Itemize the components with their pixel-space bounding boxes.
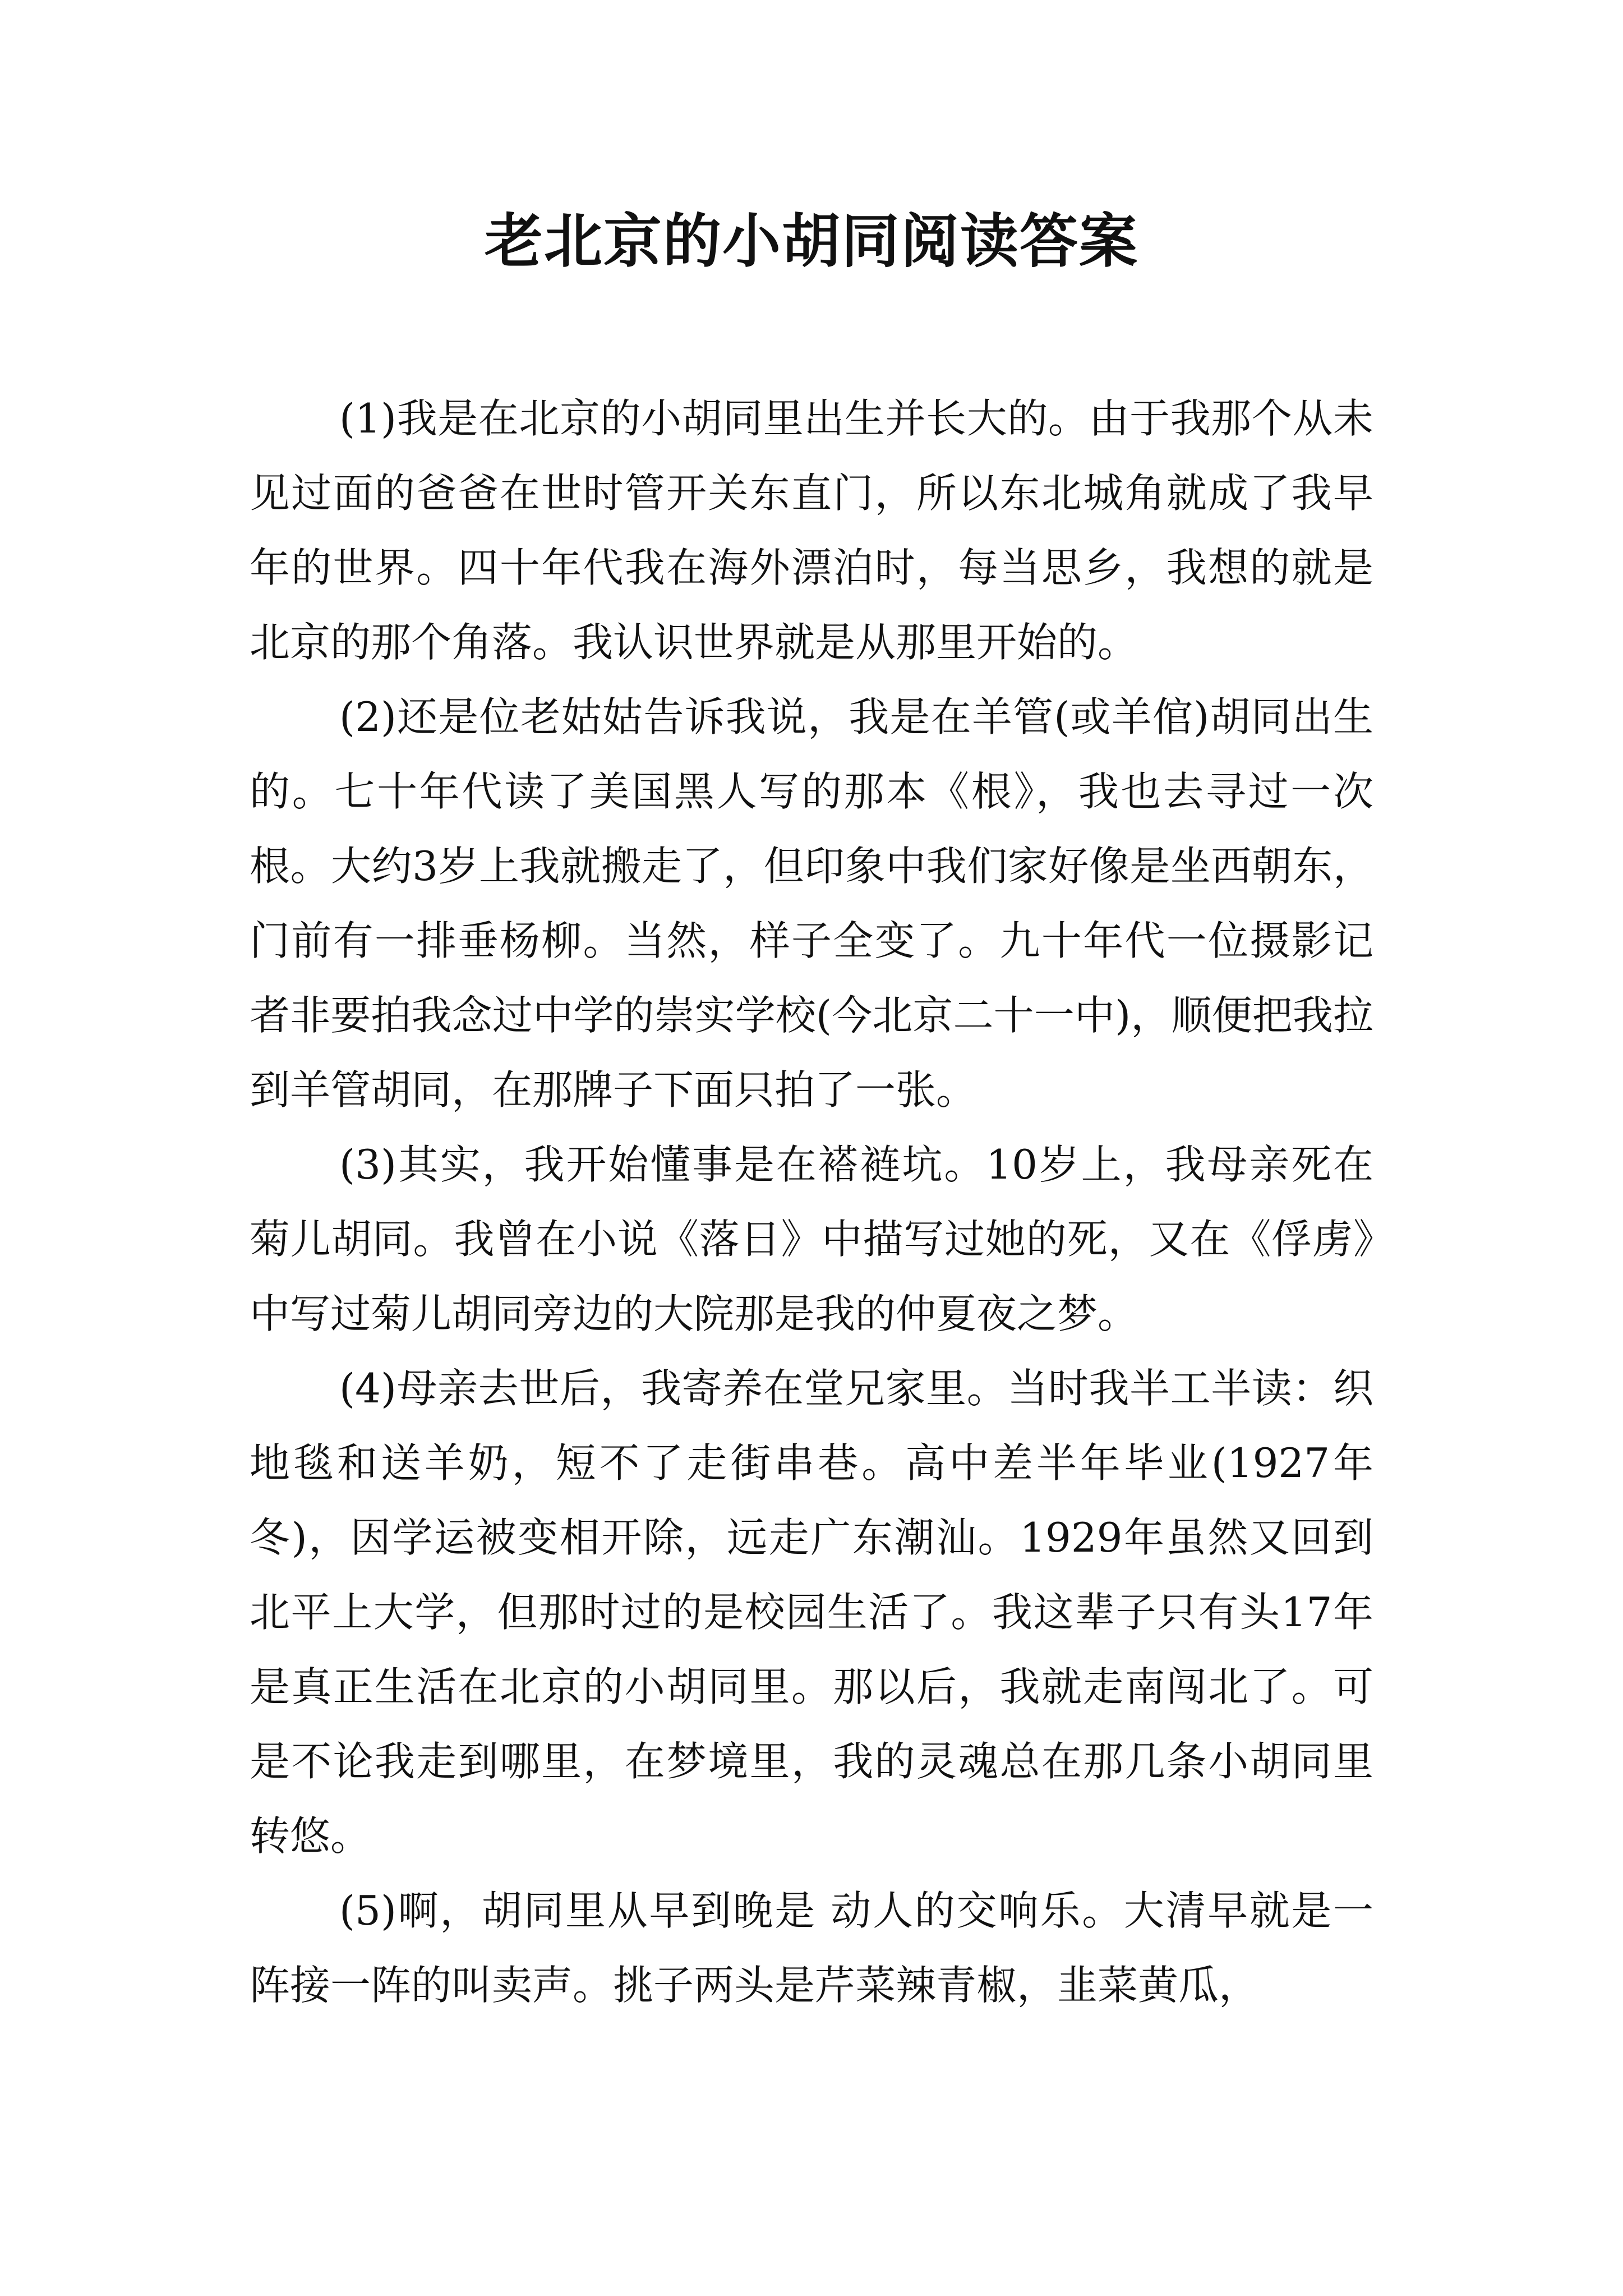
paragraph-1: (1)我是在北京的小胡同里出生并长大的。由于我那个从未见过面的爸爸在世时管开关东直门，所以东北城角就成了我早年的世界。四十年代我在海外漂泊时，每当思乡，我想的就是北京的那个角落。我认识世界就是从那里开始的。 <box>250 395 1373 666</box>
document-title: 老北京的小胡同阅读答案 <box>484 206 1138 275</box>
paragraph-3: (3)其实，我开始懂事是在褡裢坑。10岁上，我母亲死在菊儿胡同。我曾在小说《落日》中描写过她的死，又在《俘虏》中写过菊儿胡同旁边的大院那是我的仲夏夜之梦。 <box>250 1141 1373 1337</box>
document-body <box>250 381 1373 2023</box>
paragraph-2: (2)还是位老姑姑告诉我说，我是在羊管(或羊倌)胡同出生的。七十年代读了美国黑人写的那本《根》，我也去寻过一次根。大约3岁上我就搬走了，但印象中我们家好像是坐西朝东，门前有一排垂杨柳。当然，样子全变了。九十年代一位摄影记者非要拍我念过中学的崇实学校(今北京二十一中)，顺便把我拉到羊管胡同，在那牌子下面只拍了一张。 <box>250 693 1373 1114</box>
paragraph-4: (4)母亲去世后，我寄养在堂兄家里。当时我半工半读：织地毯和送羊奶，短不了走街串巷。高中差半年毕业(1927年冬)，因学运被变相开除，远走广东潮汕。1929年虽然又回到北平上大学，但那时过的是校园生活了。我这辈子只有头17年是真正生活在北京的小胡同里。那以后，我就走南闯北了。可是不论我走到哪里，在梦境里，我的灵魂总在那几条小胡同里转悠。 <box>250 1365 1373 1860</box>
paragraph-5: (5)啊，胡同里从早到晚是 动人的交响乐。大清早就是一阵接一阵的叫卖声。挑子两头是芹菜辣青椒，韭菜黄瓜， <box>250 1887 1373 2009</box>
